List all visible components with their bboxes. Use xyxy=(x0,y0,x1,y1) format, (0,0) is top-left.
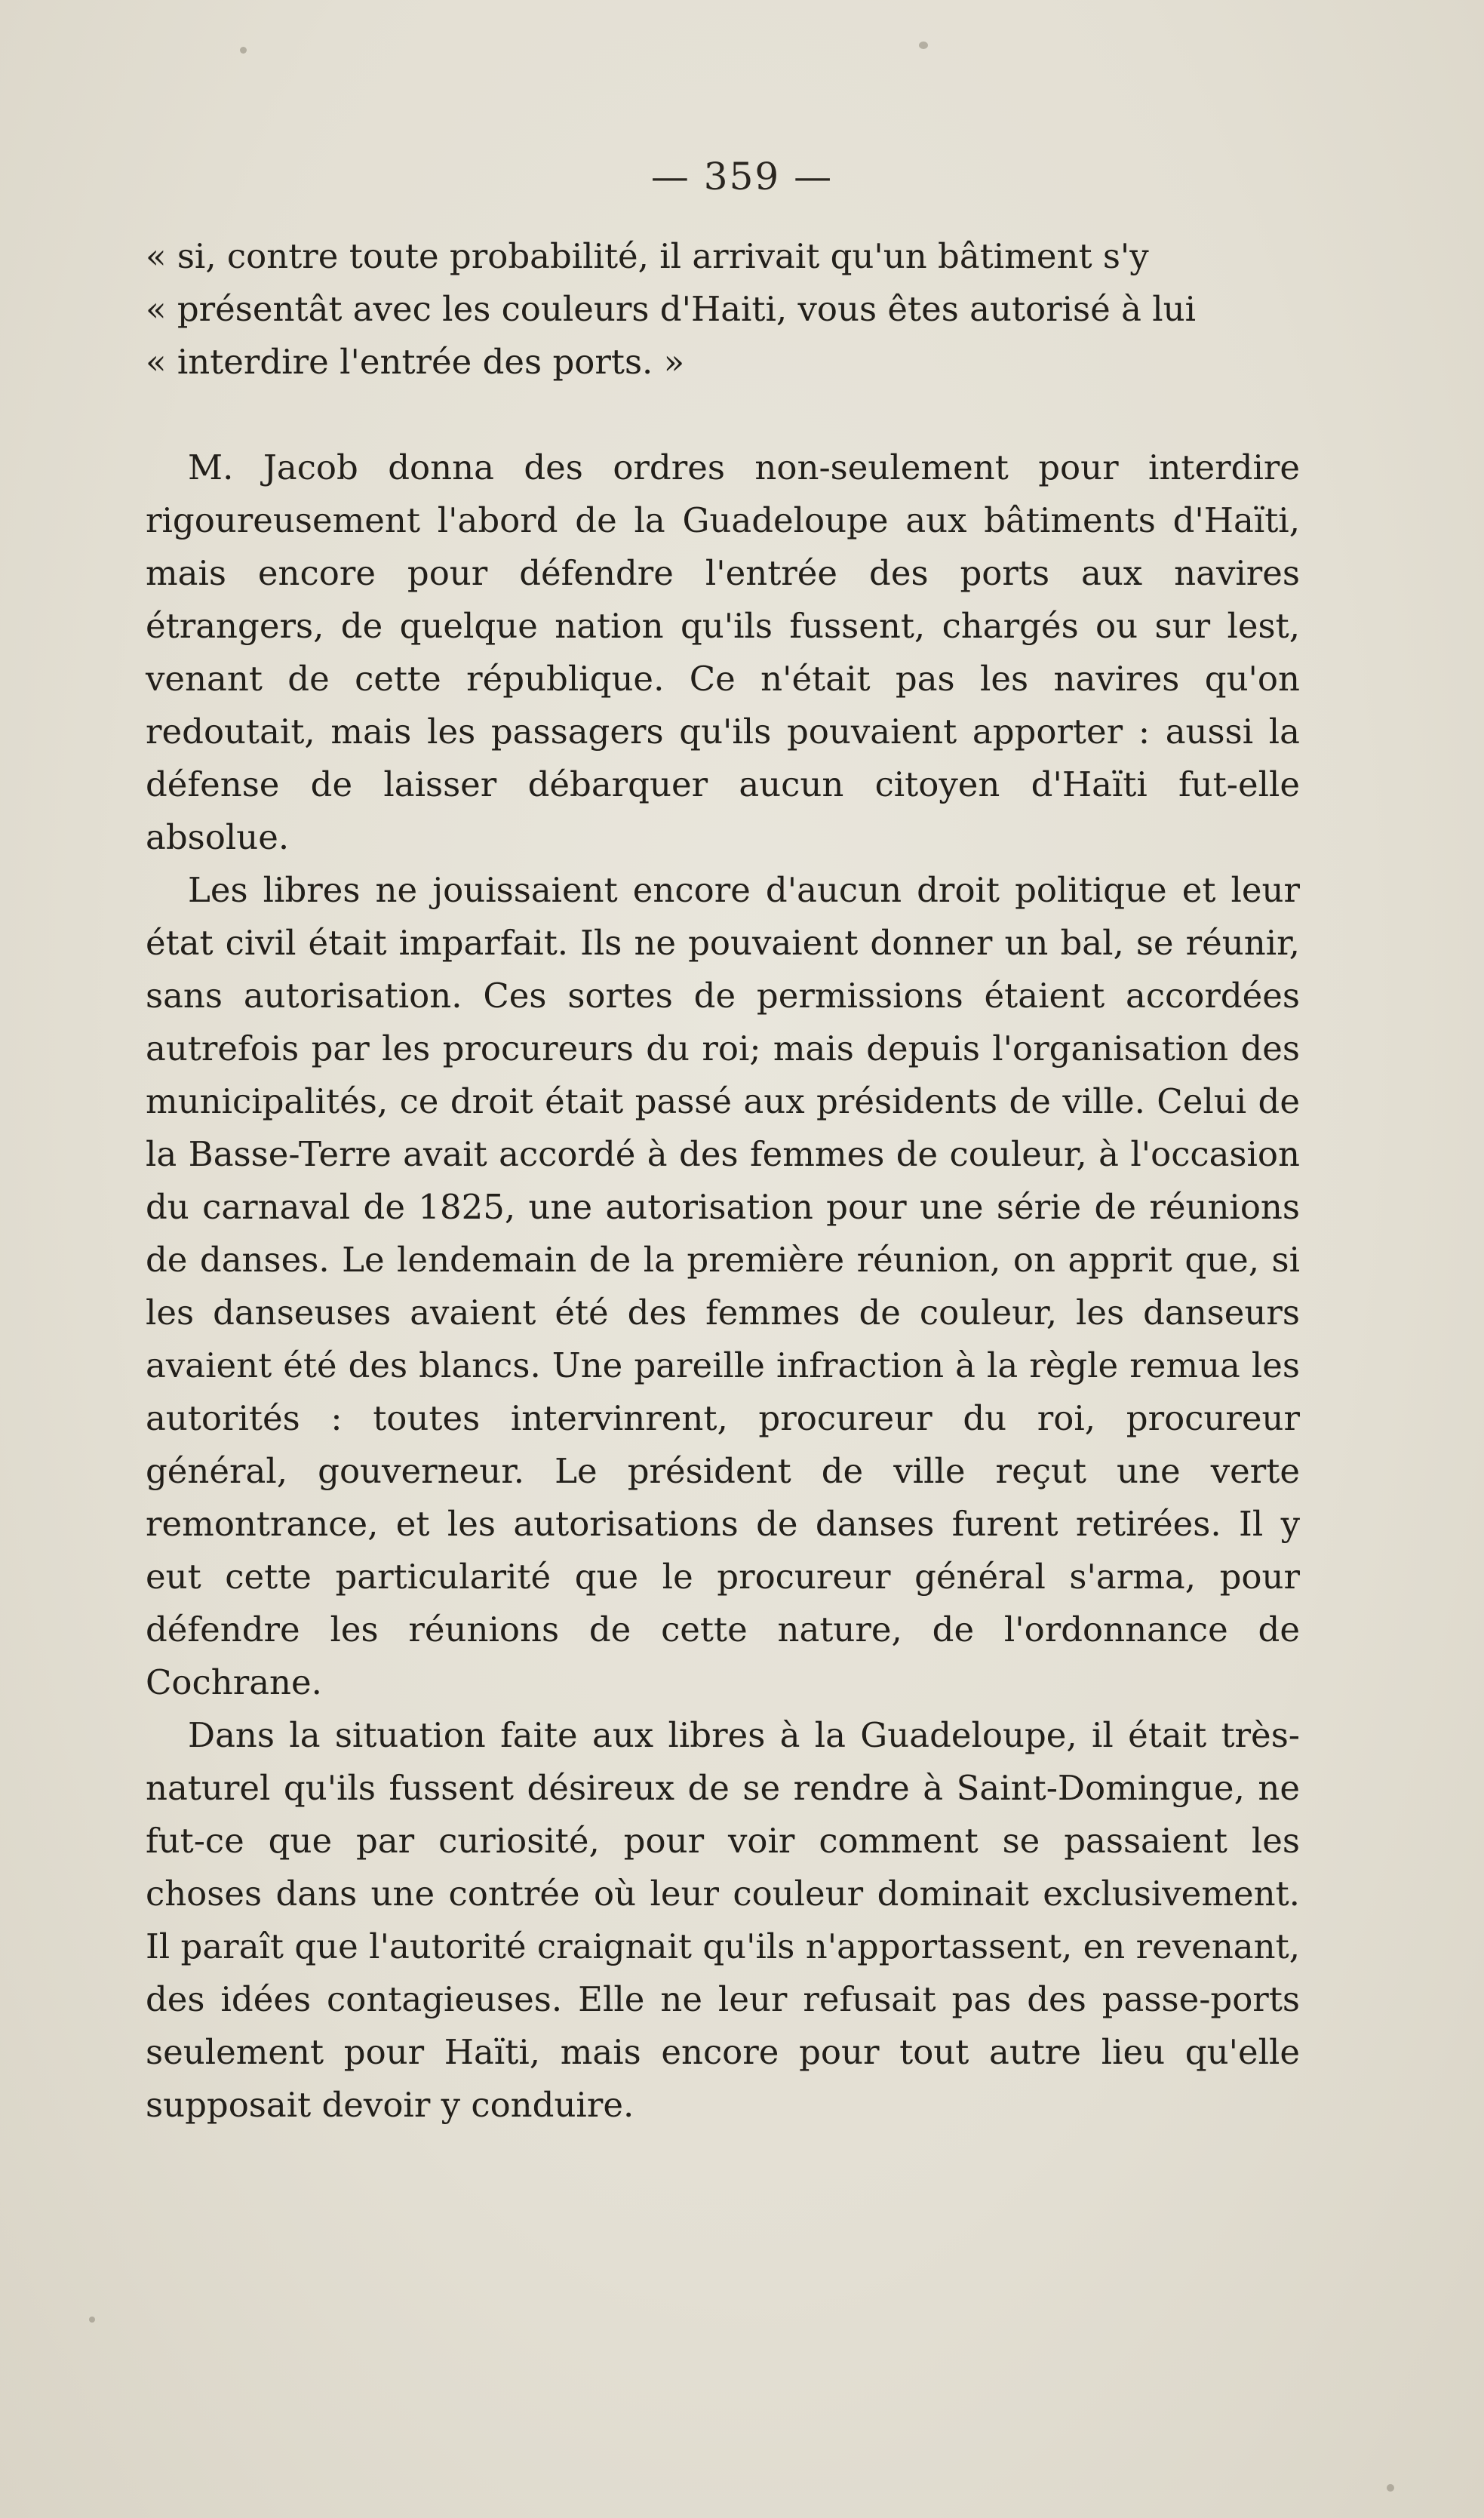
paragraph-1: M. Jacob donna des ordres non-seulement pour interdire rigoureusement l'abord de la Guadeloupe aux bâtiments d'Haïti, mais encore pour défendre l'entrée des ports aux navires étrangers, de quelque nation qu'ils fussent, chargés ou sur lest, venant de cette république. Ce n'était pas les navires qu'on redoutait, mais les passagers qu'ils pouvaient apporter : aussi la défense de laisser débarquer aucun citoyen d'Haïti fut-elle absolue. xyxy=(146,447,1300,857)
paper-speck xyxy=(919,42,928,49)
paper-speck xyxy=(89,2317,95,2323)
paragraph-3: Dans la situation faite aux libres à la Guadeloupe, il était très-naturel qu'ils fussent désireux de se rendre à Saint-Domingue, ne fut-ce que par curiosité, pour voir comment se passaient les choses dans une contrée où leur couleur dominait exclusivement. Il paraît que l'autorité craignait qu'ils n'apportassent, en revenant, des idées contagieuses. Elle ne leur refusait pas des passe-ports seulement pour Haïti, mais encore pour tout autre lieu qu'elle supposait devoir y conduire. xyxy=(146,1715,1300,2125)
quote-line-1: « si, contre toute probabilité, il arrivait qu'un bâtiment s'y xyxy=(146,236,1149,276)
paragraph-2: Les libres ne jouissaient encore d'aucun droit politique et leur état civil était imparfait. Ils ne pouvaient donner un bal, se réunir, sans autorisation. Ces sortes de permissions étaient accordées autrefois par les procureurs du roi; mais depuis l'organisation des municipalités, ce droit était passé aux présidents de ville. Celui de la Basse-Terre avait accordé à des femmes de couleur, à l'occasion du carnaval de 1825, une autorisation pour une série de réunions de danses. Le lendemain de la première réunion, on apprit que, si les danseuses avaient été des femmes de couleur, les danseurs avaient été des blancs. Une pareille infraction à la règle remua les autorités : toutes intervinrent, procureur du roi, procureur général, gouverneur. Le président de ville reçut une verte remontrance, et les autorisations de danses furent retirées. Il y eut cette particularité que le procureur général s'arma, pour défendre les réunions de cette nature, de l'ordonnance de Cochrane. xyxy=(146,870,1300,1702)
quote-line-2: « présentât avec les couleurs d'Haiti, vous êtes autorisé à lui xyxy=(146,289,1196,329)
quote-line-3: « interdire l'entrée des ports. » xyxy=(146,342,685,382)
paper-speck xyxy=(240,47,247,54)
page-number: — 359 — xyxy=(650,155,834,198)
quotation-block xyxy=(146,230,1300,389)
paper-speck xyxy=(1387,2484,1394,2492)
page-body xyxy=(146,230,1300,2132)
